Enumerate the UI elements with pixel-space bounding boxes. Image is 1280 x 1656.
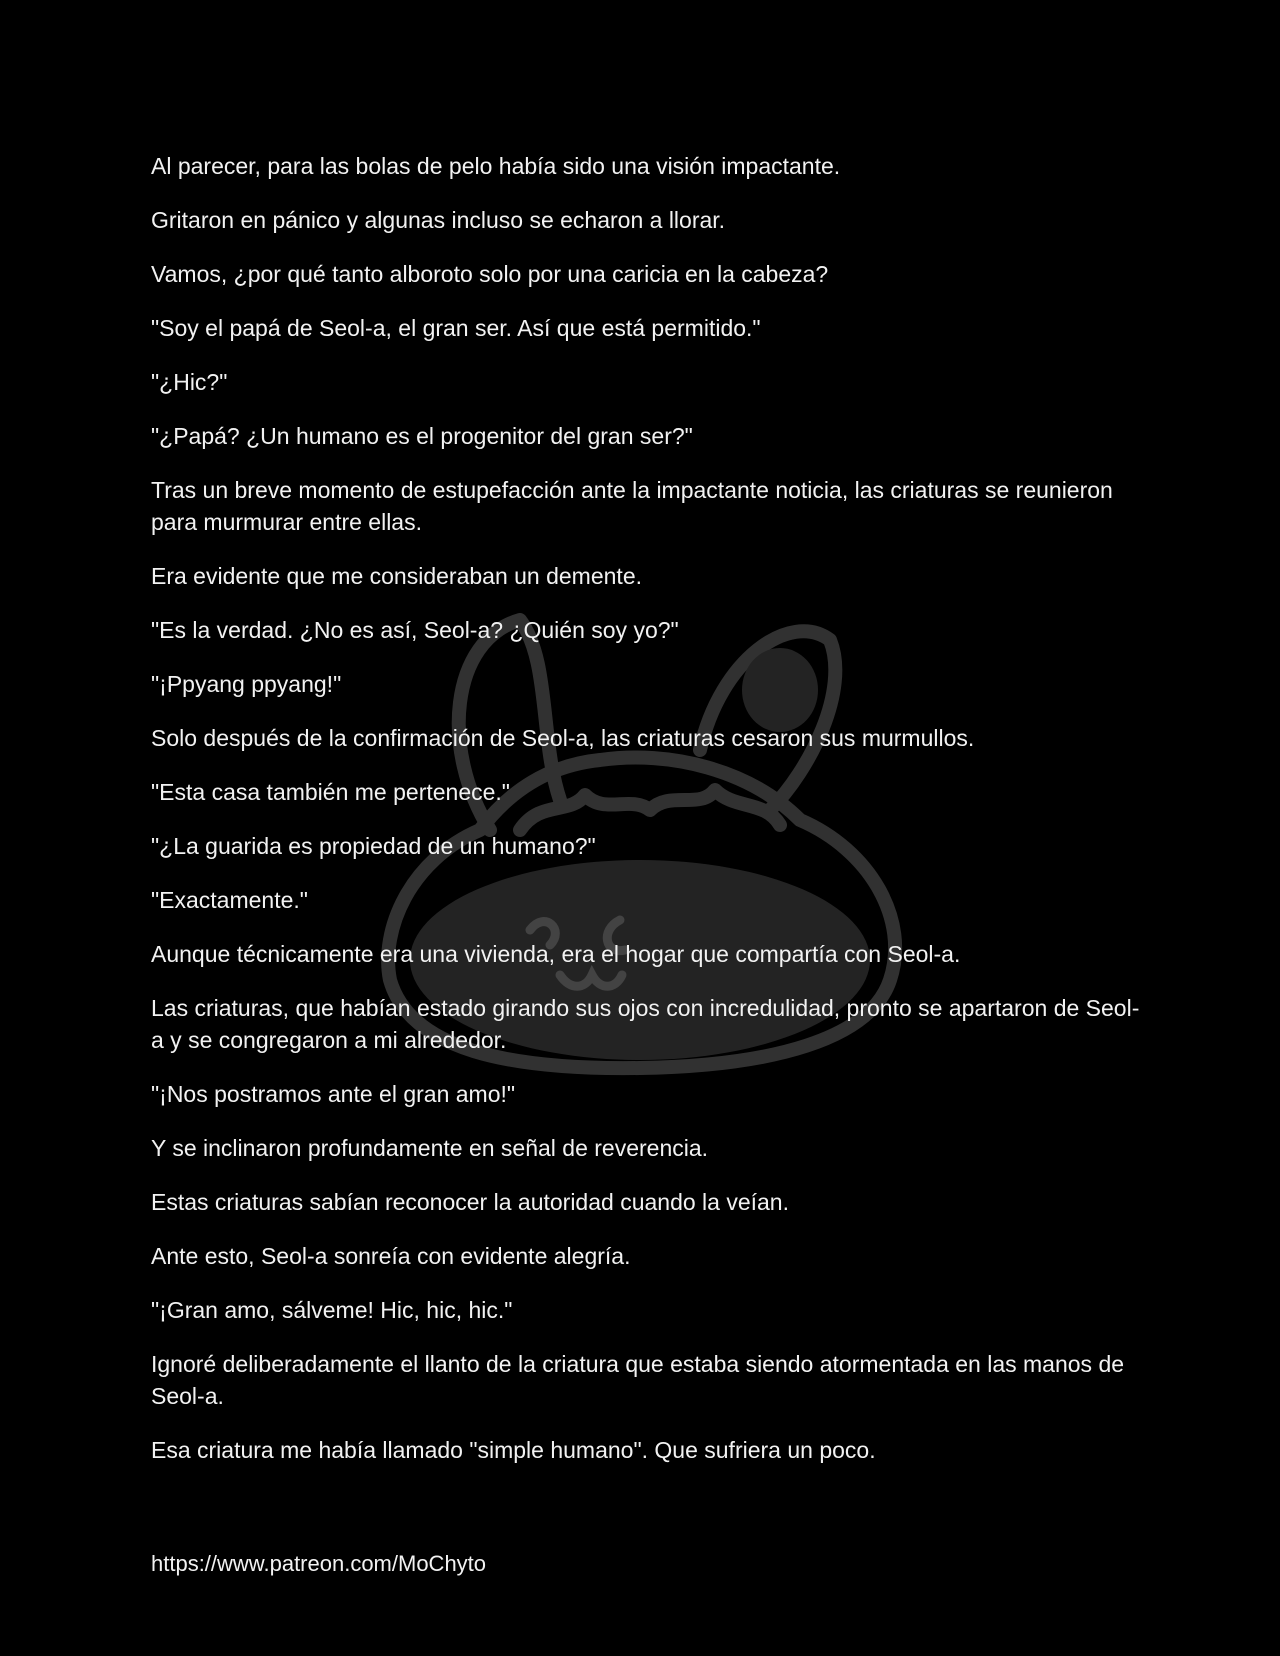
paragraph: Vamos, ¿por qué tanto alboroto solo por una caricia en la cabeza? bbox=[151, 261, 829, 287]
paragraph: Tras un breve momento de estupefacción ante la impactante noticia, las criaturas se reunieron para murmurar entre ellas. bbox=[151, 477, 1113, 535]
paragraph: "¿Hic?" bbox=[151, 369, 228, 395]
paragraph: "¡Ppyang ppyang!" bbox=[151, 671, 342, 697]
paragraph: "Exactamente." bbox=[151, 887, 308, 913]
paragraph: Ignoré deliberadamente el llanto de la criatura que estaba siendo atormentada en las manos de Seol-a. bbox=[151, 1351, 1125, 1409]
paragraph: "¿La guarida es propiedad de un humano?" bbox=[151, 833, 596, 859]
paragraph: "¡Gran amo, sálveme! Hic, hic, hic." bbox=[151, 1297, 513, 1323]
paragraph: Y se inclinaron profundamente en señal de reverencia. bbox=[151, 1135, 709, 1161]
paragraph: "Es la verdad. ¿No es así, Seol-a? ¿Quién soy yo?" bbox=[151, 617, 679, 643]
paragraph: "Esta casa también me pertenece." bbox=[151, 779, 510, 805]
paragraph: Era evidente que me consideraban un demente. bbox=[151, 563, 642, 589]
paragraph: "¡Nos postramos ante el gran amo!" bbox=[151, 1081, 516, 1107]
paragraph: Ante esto, Seol-a sonreía con evidente alegría. bbox=[151, 1243, 631, 1269]
paragraph: "Soy el papá de Seol-a, el gran ser. Así que está permitido." bbox=[151, 315, 761, 341]
paragraph: Estas criaturas sabían reconocer la autoridad cuando la veían. bbox=[151, 1189, 789, 1215]
paragraph: Aunque técnicamente era una vivienda, era el hogar que compartía con Seol-a. bbox=[151, 941, 961, 967]
paragraph: Gritaron en pánico y algunas incluso se echaron a llorar. bbox=[151, 207, 726, 233]
paragraph: Las criaturas, que habían estado girando sus ojos con incredulidad, pronto se apartaron de Seol-a y se congregaron a mi alrededor. bbox=[151, 995, 1140, 1053]
paragraph: "¿Papá? ¿Un humano es el progenitor del gran ser?" bbox=[151, 423, 693, 449]
paragraph: Solo después de la confirmación de Seol-a, las criaturas cesaron sus murmullos. bbox=[151, 725, 975, 751]
patreon-link[interactable]: https://www.patreon.com/MoChyto bbox=[151, 1551, 487, 1576]
paragraph: Al parecer, para las bolas de pelo había sido una visión impactante. bbox=[151, 153, 841, 179]
paragraph: Esa criatura me había llamado "simple humano". Que sufriera un poco. bbox=[151, 1437, 876, 1463]
story-text bbox=[151, 150, 1141, 1488]
